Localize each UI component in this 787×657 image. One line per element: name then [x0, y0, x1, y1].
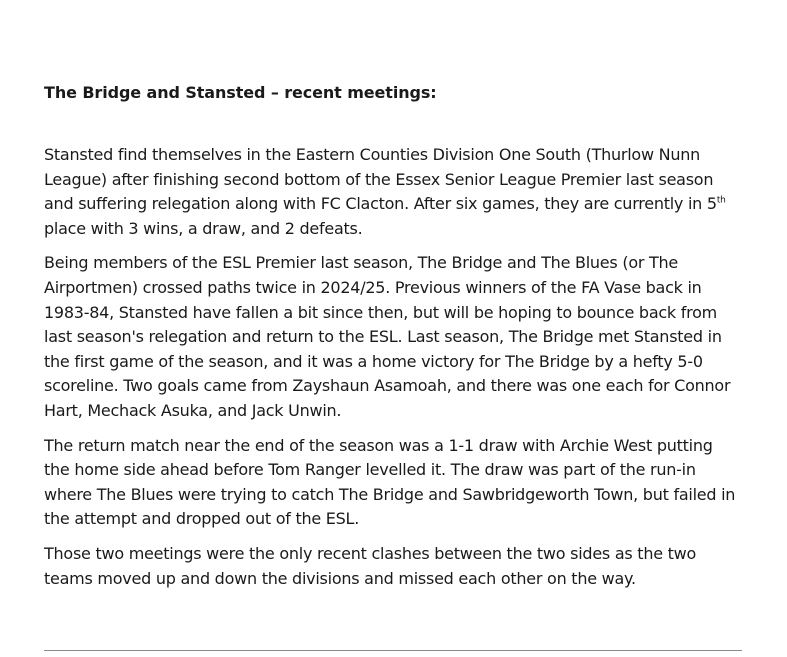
- paragraph-first-meeting: Being members of the ESL Premier last season, The Bridge and The Blues (or The Airportmen) crossed paths twice in 2024/25. Previous winners of the FA Vase back in 1983-84, Stansted have fallen a bit since then, but will be hoping to bounce back from last season's relegation and return to the ESL. Last season, The Bridge met Stansted in the first game of the season, and it was a home victory for The Bridge by a hefty 5-0 scoreline. Two goals came from Zayshaun Asamoah, and there was one each for Connor Hart, Mechack Asuka, and Jack Unwin.: [44, 253, 731, 420]
- section-heading: The Bridge and Stansted – recent meetings:: [44, 83, 437, 102]
- section-divider: [44, 650, 742, 651]
- article-body: [44, 80, 742, 591]
- paragraph-text: Stansted find themselves in the Eastern Counties Division One South (Thurlow Nunn League) after finishing second bottom of the Essex Senior League Premier last season and suffering relegation along with FC Clacton. After six games, they are currently in 5: [44, 145, 717, 214]
- paragraph-text-continued: place with 3 wins, a draw, and 2 defeats.: [44, 218, 363, 238]
- paragraph-current-form: [44, 143, 742, 241]
- ordinal-suffix: th: [716, 195, 726, 206]
- paragraph-summary: Those two meetings were the only recent clashes between the two sides as the two teams moved up and down the divisions and missed each other on the way.: [44, 543, 697, 588]
- paragraph-return-match: The return match near the end of the season was a 1-1 draw with Archie West putting the home side ahead before Tom Ranger levelled it. The draw was part of the run-in where The Blues were trying to catch The Bridge and Sawbridgeworth Town, but failed in the attempt and dropped out of the ESL.: [44, 435, 736, 529]
